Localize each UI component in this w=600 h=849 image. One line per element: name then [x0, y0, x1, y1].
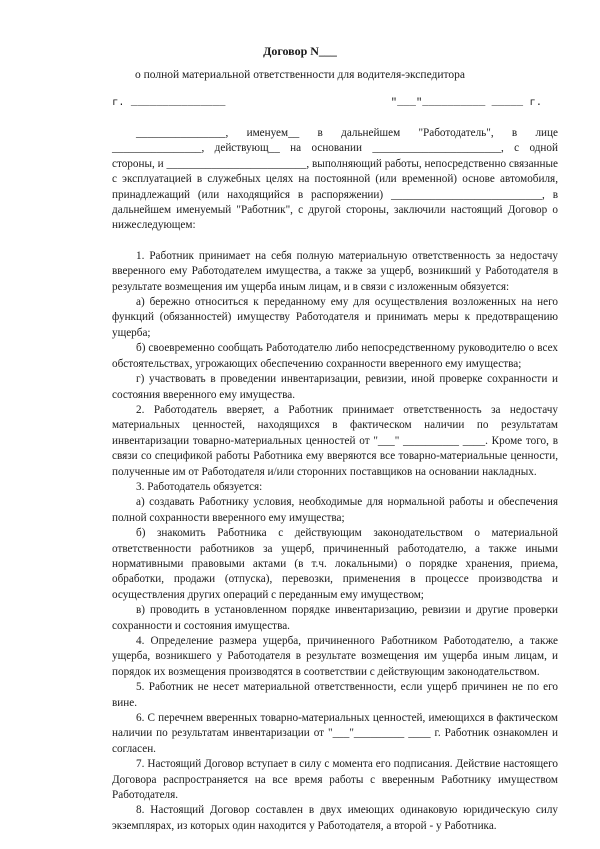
document-title: Договор N___ [263, 44, 337, 58]
clause-5: 5. Работник не несет материальной ответственности, если ущерб причинен не по его вине. [112, 681, 558, 709]
clause-1: 1. Работник принимает на себя полную материальную ответственность за недостачу вверенного ему Работодателем имущества, а также за ущерб, возникший у Работодателя в результате возмещения им ущерба иным лицам, и в связи с изложенным обязуется: [112, 249, 558, 293]
city-field: г. _______________ [112, 97, 226, 109]
clause-4: 4. Определение размера ущерба, причиненного Работником Работодателю, а также ущерба, возникшего у Работодателя в результате возмещения им ущерба иным лицам, и порядок их возмещения производятся в соответствии с действующим законодательством. [112, 635, 558, 678]
clause-3: 3. Работодатель обязуется: [136, 480, 263, 493]
clause-3v: в) проводить в установленном порядке инвентаризацию, ревизии и другие проверки сохранности и состояния имущества. [112, 604, 558, 632]
clause-1b: б) своевременно сообщать Работодателю либо непосредственному руководителю о всех обстоятельствах, угрожающих обеспечению сохранности вверенного ему имущества; [112, 342, 558, 370]
clause-1a: а) бережно относиться к переданному ему для осуществления возложенных на него функций (обязанностей) имуществу Работодателя и принимать меры к предотвращению ущерба; [112, 296, 558, 339]
clause-7: 7. Настоящий Договор вступает в силу с момента его подписания. Действие настоящего Договора распространяется на все время работы с вверенным Работнику имуществом Работодателя. [112, 758, 558, 802]
document-body [112, 126, 558, 834]
clause-2: 2. Работодатель вверяет, а Работник принимает ответственность за недостачу материальных ценностей, находящихся в фактическом наличии по результатам инвентаризации товарно-материальных ценностей от "___" __________ ____. Кроме того, в связи со спецификой работы Работника ему вверяются все товарно-материальные ценности, полученные им от Работодателя и/или сторонних поставщиков на основании накладных. [112, 403, 558, 478]
preamble-paragraph: ________________, именуем__ в дальнейшем "Работодатель", в лице ________________, действующ__ на основании _______________________, с одной стороны, и _________________________, выполняющий работы, непосредственно связанные с эксплуатацией в служебных целях на постоянной (или временной) основе автомобиля, принадлежащий (или находящийся в распоряжении) ___________________________, в дальнейшем именуемый "Работник", с другой стороны, заключили настоящий Договор о нижеследующем: [112, 127, 558, 232]
document-subtitle: о полной материальной ответственности для водителя-экспедитора [134, 69, 466, 81]
clause-6: 6. С перечнем вверенных товарно-материальных ценностей, имеющихся в фактическом наличии по результатам инвентаризации от "___"_________ ____ г. Работник ознакомлен и согласен. [112, 712, 558, 755]
date-field: "___"__________ _____ г. [390, 97, 542, 109]
clause-1g: г) участвовать в проведении инвентаризации, ревизии, иной проверке сохранности и состояния вверенного ему имущества. [112, 373, 558, 401]
clause-3a: а) создавать Работнику условия, необходимые для нормальной работы и обеспечения полной сохранности вверенного ему имущества; [112, 496, 558, 524]
clause-8: 8. Настоящий Договор составлен в двух имеющих одинаковую юридическую силу экземплярах, из которых один находится у Работодателя, а второй - у Работника. [112, 804, 558, 832]
clause-3b: б) знакомить Работника с действующим законодательством о материальной ответственности работников за ущерб, причиненный работодателю, а также иными нормативными правовыми актами (в т.ч. локальными) о порядке хранения, приема, обработки, продажи (отпуска), перевозки, применения в процессе производства и осуществления других операций с переданным ему имуществом; [112, 527, 558, 601]
